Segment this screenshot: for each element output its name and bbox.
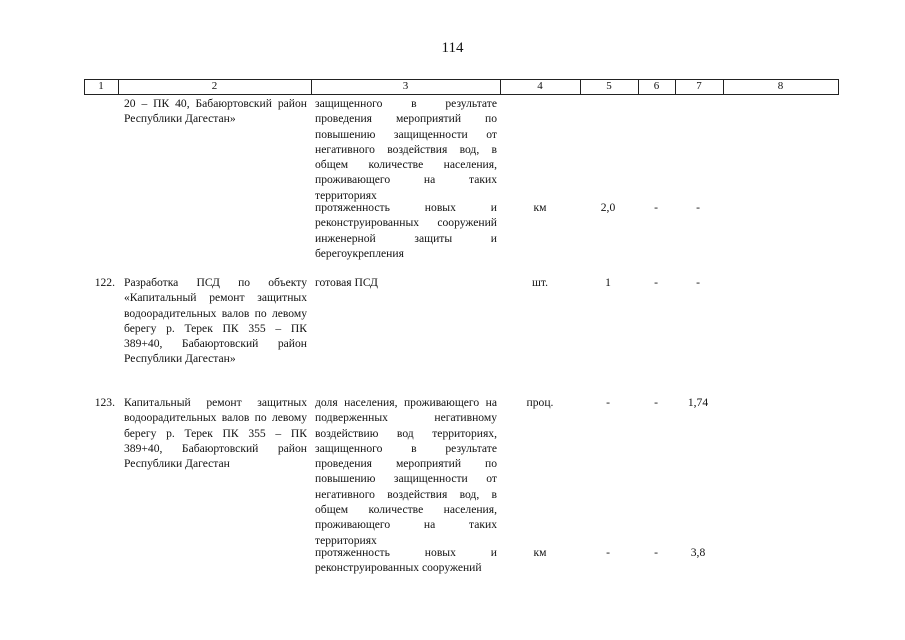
row-unit: шт. <box>531 276 549 289</box>
header-cell-3: 3 <box>402 80 409 92</box>
row-number: 123. <box>94 396 115 409</box>
row-description: Разработка ПСД по объекту «Капитальный ремонт защитных водоорадительных валов по левому берегу р. Терек ПК 355 – ПК 389+40, Бабаюртовский район Республики Дагестан» <box>124 276 307 366</box>
row-indicator: доля населения, проживающего на подверженных негативному воздействию вод территориях, защищенного в результате проведения мероприятий по повышению защищенности от негативного воздействия вод, в общем количестве населения, проживающего на таких территориях <box>315 396 497 547</box>
header-cell-7: 7 <box>696 80 702 92</box>
header-cell-2: 2 <box>211 80 218 92</box>
header-bottom-rule <box>84 94 839 95</box>
row-description: 20 – ПК 40, Бабаюртовский район Республики Дагестан» <box>124 97 307 126</box>
row-value-7: - <box>696 201 700 214</box>
header-divider <box>838 79 839 94</box>
header-cell-4: 4 <box>537 80 543 92</box>
header-cell-1: 1 <box>98 80 104 92</box>
page-number: 114 <box>441 40 464 56</box>
row-indicator: протяженность новых и реконструированных сооружений <box>315 546 497 575</box>
row-value-5: 2,0 <box>600 201 616 214</box>
row-unit: км <box>533 546 547 559</box>
row-value-6: - <box>654 201 658 214</box>
row-value-6: - <box>654 396 658 409</box>
row-description: Капитальный ремонт защитных водоорадительных валов по левому берегу р. Терек ПК 355 – ПК 389+40, Бабаюртовский район Республики Дагестан <box>124 396 307 471</box>
row-indicator: защищенного в результате проведения мероприятий по повышению защищенности от негативного воздействия вод, в общем количестве населения, проживающего на таких территориях <box>315 97 497 202</box>
row-value-5: - <box>606 546 610 559</box>
header-cell-8: 8 <box>777 80 784 92</box>
row-value-5: 1 <box>605 276 611 289</box>
row-value-5: - <box>606 396 610 409</box>
row-value-6: - <box>654 276 658 289</box>
row-indicator: протяженность новых и реконструированных сооружений инженерной защиты и берегоукрепления <box>315 201 497 260</box>
row-value-7: 3,8 <box>690 546 706 559</box>
header-cell-6: 6 <box>653 80 660 92</box>
row-value-7: 1,74 <box>687 396 709 409</box>
row-indicator: готовая ПСД <box>315 276 378 289</box>
row-value-7: - <box>696 276 700 289</box>
row-unit: км <box>533 201 547 214</box>
row-value-6: - <box>654 546 658 559</box>
row-unit: проц. <box>526 396 554 409</box>
row-number: 122. <box>94 276 115 289</box>
header-cell-5: 5 <box>606 80 612 92</box>
